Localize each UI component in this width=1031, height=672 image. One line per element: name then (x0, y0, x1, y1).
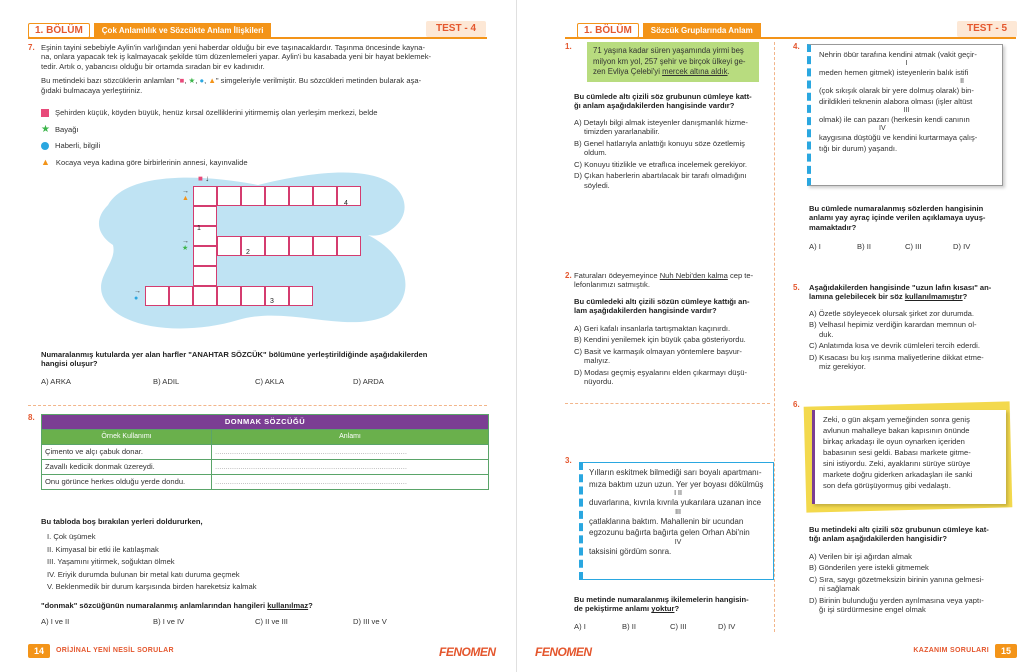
prompt-line: tığı anlam aşağıdakilerden hangisidir? (809, 534, 947, 544)
text-line: son defa görüşüyormuş gibi vedalaştı. (823, 481, 951, 490)
text-line (593, 67, 753, 78)
text-line: tığı bir durum) yaşandı. (819, 144, 898, 153)
brand-logo: FENOMEN (535, 645, 592, 659)
prompt-line: Bu cümledeki altı çizili sözün cümleye kattığı an- (574, 297, 750, 306)
crossword-cell[interactable] (241, 286, 265, 306)
list-item: IV. Eriyik durumda bulunan bir metal katı duruma geçmek (47, 569, 240, 579)
question-number: 6. (793, 400, 800, 409)
q4-options (809, 242, 1009, 253)
text-line: Zeki, o gün akşam yemeğinden sonra geniş (823, 415, 970, 424)
clue-marker (198, 174, 209, 184)
option-c[interactable]: C) III (670, 622, 687, 631)
footer-text: ORİJİNAL YENİ NESİL SORULAR (56, 646, 174, 654)
roman-label: IV (879, 125, 886, 132)
circle-icon: ● (134, 295, 139, 302)
instruction-part: " simgeleriyle verilmiştir. Bu sözcükleri metinden bularak aşa- (215, 76, 422, 86)
text-line: duvarlarına, kıvrıla kıvrıla yukarılara uzanan ince (589, 498, 762, 508)
option-a[interactable]: A) I (809, 242, 821, 251)
option-a[interactable]: A) Geri kafalı insanlarla tartışmaktan kaçınırdı. (574, 324, 731, 333)
crossword-cell[interactable] (265, 186, 289, 206)
option-d[interactable]: D) IV (953, 242, 971, 251)
circle-icon: ● (199, 76, 205, 86)
left-page (0, 0, 515, 672)
table-title: DONMAK SÖZCÜĞÜ (42, 415, 489, 430)
numbered-items (47, 531, 257, 594)
list-item: II. Kimyasal bir etki ile katılaşmak (47, 544, 159, 554)
instruction: Bu metindeki bazı sözcüklerin anlamları "■, ★, ●, ▲" simgeleriyle verilmiştir. Bu sözcükleri metinden bularak aşa- (41, 76, 422, 86)
prompt-part: ? (962, 292, 968, 302)
question-8-prompt (41, 601, 313, 610)
text-part: Faturaları ödeyemeyince (574, 271, 660, 280)
table-row (42, 445, 489, 460)
option-c-cont[interactable]: malıyız. (584, 356, 611, 366)
legend (41, 106, 491, 171)
table-cell: Zavallı kedicik donmak üzereydi. (42, 460, 212, 475)
option-c[interactable]: C) Konuyu titizlikle ve etraflıca incelemek gerekiyor. (574, 159, 748, 169)
crossword-cell[interactable] (193, 266, 217, 286)
crossword-cell[interactable] (289, 236, 313, 256)
section-label: 1. BÖLÜM (28, 23, 90, 38)
blank-cell[interactable]: ........................................................................................... (212, 475, 489, 490)
page-number: 14 (28, 644, 50, 658)
arrow-right-icon: → (134, 288, 141, 295)
option-d[interactable]: D) Birinin bulunduğu yerden ayrılmasına veya yaptı- (809, 595, 984, 605)
text-line: olmak) ile can pazarı (herkesin kendi canının (819, 115, 970, 124)
option-a[interactable]: A) Detaylı bilgi almak isteyenler danışmanlık hizme- (574, 118, 748, 127)
text-part: . (727, 67, 730, 77)
legend-text: Haberli, bilgili (55, 141, 101, 151)
prompt-line: Bu metindeki altı çizili söz grubunun cümleye kat- (809, 525, 989, 534)
option-b[interactable]: B) Kendini yenilemek için büyük çaba gösteriyordu. (574, 335, 746, 345)
q6-passage-box (812, 410, 1006, 504)
text-line: egzozunu bağırta bağırta gelen Orhan Abi'nin (589, 528, 750, 538)
option-c[interactable]: C) Anlatımda kısa ve devrik cümleleri tercih ederdi. (809, 341, 980, 351)
text-line: Eşinin tayini sebebiyle Aylin'in varlığından yeni haberdar olduğu bir eve taşınacaklardır. Taşınma öncesinde kayna- (41, 43, 426, 52)
text-line: sini istiyordu. Zeki, ayaklarını sürüye sürüye (823, 459, 971, 468)
instruction-part: Bu metindeki bazı sözcüklerin anlamları " (41, 76, 180, 86)
option-a[interactable]: A) I (574, 622, 586, 631)
option-d-cont[interactable]: ğı işi sürdürmesine engel olmak (819, 605, 926, 615)
right-header (577, 22, 761, 38)
star-icon: ★ (182, 245, 189, 252)
text-line: babasının sesi geldi. Babası markete gitme- (823, 448, 971, 457)
option-b[interactable]: B) II (622, 622, 636, 631)
question-8-options (41, 617, 491, 628)
option-b-cont[interactable]: oldum. (584, 148, 607, 158)
brand-logo: FENOMEN (439, 645, 496, 659)
question-7-prompt (41, 350, 491, 369)
left-footer (28, 644, 180, 658)
cell-number: 3 (270, 298, 274, 305)
text-part: zen Evliya Çelebi'yi (593, 67, 663, 77)
option-b[interactable]: B) ADIL (153, 377, 180, 386)
text-line: çatlaklarına baktım. Mahallenin bir ucundan (589, 516, 744, 526)
crossword-cell[interactable] (313, 236, 337, 256)
footer-text: KAZANIM SORULARI (913, 646, 989, 654)
legend-item (41, 139, 491, 153)
text-line: na, onlara yapacak tek iş kalmayacak şekilde tüm düzenlemeleri yapar. Aylin'i bu kasabada yeni bir hayat beklemek- (41, 52, 432, 62)
q2-prompt (574, 297, 774, 316)
question-separator (565, 403, 770, 404)
question-number: 3. (565, 456, 572, 465)
list-item: V. Beklenmedik bir durum karşısında birden hareketsiz kalmak (47, 582, 257, 592)
q1-prompt (574, 92, 769, 111)
blank-cell[interactable]: ........................................................................................... (212, 460, 489, 475)
option-d-cont[interactable]: nüyordu. (584, 377, 614, 387)
crossword-cell[interactable] (145, 286, 169, 306)
option-b[interactable]: B) Gönderilen yere istekli gitmemek (809, 563, 929, 573)
star-icon: ★ (188, 76, 196, 86)
crossword-cell[interactable] (193, 286, 217, 306)
option-d[interactable]: D) III ve V (353, 617, 387, 626)
option-a[interactable]: A) Verilen bir işi ağırdan almak (809, 552, 912, 561)
q1-options (574, 118, 769, 192)
text-line: meden hemen gitmek) isteyenlerin balık istifi (819, 68, 969, 77)
text-line: kaygısına düştüğü ve kendini kurtarmaya çalış- (819, 133, 978, 142)
page-number: 15 (995, 644, 1017, 658)
topic-title: Çok Anlamlılık ve Sözcükte Anlam İlişkileri (94, 23, 272, 38)
question-separator (28, 405, 487, 406)
text-line: lefonlarımızı satmıştık. (574, 280, 650, 290)
square-icon: ■ (179, 76, 185, 86)
option-b[interactable]: B) Genel hatlarıyla anlattığı konuyu söze özetlemiş (574, 138, 745, 148)
text-line: birkaç arkadaşı ile oyun oynarken içeriden (823, 437, 965, 446)
crossword-cell[interactable] (265, 236, 289, 256)
arrow-right-icon: → (182, 188, 189, 195)
legend-text: Şehirden küçük, köyden büyük, henüz kırsal özelliklerini yitirmemiş olan yerleşim merkezi, belde (55, 108, 378, 117)
question-number: 4. (793, 42, 800, 51)
crossword-cell[interactable] (217, 186, 241, 206)
question-7-options (41, 377, 491, 388)
legend-item (41, 120, 491, 139)
text-line (574, 271, 774, 280)
option-c-cont[interactable]: ni sağlamak (819, 584, 860, 594)
option-d[interactable]: D) Kısacası bu kış ısınma maliyetlerine dikkat etme- (809, 352, 984, 362)
option-b-cont[interactable]: duk. (819, 329, 834, 339)
right-footer (907, 644, 1017, 658)
crossword-cell[interactable] (217, 286, 241, 306)
question-number: 1. (565, 42, 572, 51)
column-separator (774, 42, 775, 632)
table-row (42, 460, 489, 475)
clue-marker (182, 188, 189, 202)
crossword-cell[interactable] (193, 206, 217, 226)
text-line: mıza baktım uzun uzun. Yer yer boyası dökülmüş (589, 479, 764, 489)
clue-marker (182, 238, 189, 252)
star-icon: ★ (41, 124, 50, 136)
q6-prompt (809, 525, 1014, 544)
question-number: 5. (793, 283, 800, 292)
text-line: Nehrin öbür tarafına kendini atmak (vakit geçir- (819, 50, 977, 59)
legend-text: Kocaya veya kadına göre birbirlerinin annesi, kayınvalide (55, 157, 248, 167)
arrow-down-icon: ↓ (205, 174, 210, 183)
q3-prompt (574, 595, 774, 614)
crossword-cell[interactable] (169, 286, 193, 306)
option-d-cont[interactable]: söyledi. (584, 180, 610, 190)
option-c[interactable]: C) Basit ve karmaşık olmayan yöntemlere başvur- (574, 346, 742, 356)
q5-options (809, 309, 1014, 374)
option-c[interactable]: C) Sıra, saygı gözetmeksizin birinin yanına gelmesi- (809, 574, 984, 584)
roman-label: I II (674, 490, 682, 498)
roman-label: III (675, 508, 681, 516)
arrow-right-icon: → (182, 238, 189, 245)
question-number: 2. (565, 271, 572, 280)
q3-passage-box (579, 462, 774, 580)
donmak-table (41, 414, 489, 490)
triangle-icon: ▲ (41, 156, 50, 167)
text-line: avlunun mahalleye bakan kapısının önünde (823, 426, 970, 435)
legend-text: Bayağı (54, 125, 79, 135)
crossword-cell[interactable] (193, 246, 217, 266)
crossword-cell[interactable] (265, 286, 289, 306)
list-item: I. Çok üşümek (47, 532, 96, 541)
option-a[interactable]: A) I ve II (41, 617, 70, 626)
triangle-icon: ▲ (208, 76, 216, 86)
crossword-cell[interactable] (193, 186, 217, 206)
prompt-line: Bu metinde numaralanmış ikilemelerin hangisin- (574, 595, 749, 604)
text-line: taksisini gördüm sonra. (589, 546, 672, 556)
prompt-part: ? (308, 601, 313, 610)
underlined-phrase: Nuh Nebi'den kalma (659, 271, 728, 280)
clue-marker (134, 288, 141, 302)
q3-options (574, 622, 774, 633)
triangle-icon: ▲ (182, 195, 189, 202)
prompt-emphasis: kullanılmaz (267, 601, 309, 610)
text-line: tedir. Artık o, yabancısı olduğu bir ortamda sıradan bir ev kadınıdır. (41, 61, 265, 71)
table-cell: Onu görünce herkes olduğu yerde dondu. (42, 475, 212, 490)
option-d[interactable]: D) Modası geçmiş eşyalarını elden çıkarmayı düşü- (574, 367, 748, 377)
question-number: 8. (28, 413, 35, 422)
text-line: Yılların eskitmek bilmediği sarı boyalı apartmanı- (589, 468, 762, 477)
roman-label: I (905, 60, 908, 67)
prompt-part: ? (674, 604, 680, 614)
prompt-line (809, 292, 1014, 301)
question-number: 7. (28, 43, 35, 52)
prompt-line: anlamı yay ayraç içinde verilen açıklamaya uyuş- (809, 213, 986, 223)
right-page (516, 0, 1031, 672)
test-label: TEST - 4 (426, 21, 486, 37)
q6-options (809, 552, 1014, 617)
option-d[interactable]: D) ARDA (353, 377, 384, 386)
test-label: TEST - 5 (957, 21, 1017, 37)
crossword-cell[interactable] (241, 186, 265, 206)
q5-prompt (809, 283, 1014, 302)
header-rule (28, 37, 487, 39)
circle-icon (41, 142, 49, 150)
left-header (28, 22, 271, 38)
square-icon (41, 109, 49, 117)
prompt-part: de pekiştirme anlamı (574, 604, 652, 614)
option-b[interactable]: B) II (857, 242, 871, 251)
q4-passage-box (807, 44, 1003, 186)
option-c[interactable]: C) III (905, 242, 922, 251)
crossword-cell[interactable] (337, 236, 361, 256)
prompt-line: Bu cümlede numaralanmış sözlerden hangisinin (809, 204, 984, 213)
crossword-cell[interactable] (337, 186, 361, 206)
column-header: Örnek Kullanımı (42, 430, 212, 445)
prompt-emphasis: kullanılmamıştır (904, 292, 963, 302)
header-rule (565, 37, 1016, 39)
crossword-cell[interactable] (313, 186, 337, 206)
option-b[interactable]: B) I ve IV (153, 617, 185, 626)
prompt-line (574, 604, 774, 613)
option-d-cont[interactable]: miz gerekiyor. (819, 362, 866, 372)
text-line: (çok sıkışık olarak bir yere dolmuş olarak) bin- (819, 86, 974, 95)
crossword-cell[interactable] (241, 236, 265, 256)
question-7-text (41, 43, 491, 95)
crossword-cell[interactable] (289, 286, 313, 306)
text-line: 71 yaşına kadar süren yaşamında yirmi beş (593, 46, 744, 55)
section-label: 1. BÖLÜM (577, 23, 639, 38)
underlined-phrase: mercek altına aldık (662, 67, 728, 77)
column-header: Anlamı (212, 430, 489, 445)
table-row (42, 475, 489, 490)
prompt-line: Aşağıdakilerden hangisinde "uzun lafın kısası" an- (809, 283, 992, 292)
prompt-line: ğı anlam aşağıdakilerden hangisinde vardır? (574, 101, 735, 111)
square-icon: ■ (198, 174, 203, 183)
prompt-emphasis: yoktur (651, 604, 675, 614)
prompt-line: Numaralanmış kutularda yer alan harfler "ANAHTAR SÖZCÜK" bölümüne yerleştirildiğinde aşağıdakilerden (41, 350, 428, 359)
prompt-line: mamaktadır? (809, 222, 857, 232)
list-item: III. Yaşamını yitirmek, soğuktan ölmek (47, 557, 175, 567)
option-d[interactable]: D) Çıkan haberlerin abartılacak bir tarafı olmadığını (574, 171, 747, 181)
topic-title: Sözcük Gruplarında Anlam (643, 23, 761, 38)
instruction-part: ğıdaki bulmacaya yerleştiriniz. (41, 85, 143, 95)
option-a[interactable]: A) ARKA (41, 377, 71, 386)
prompt-line: hangisi oluşur? (41, 359, 98, 369)
q2-text (574, 271, 774, 290)
text-part: cep te- (727, 271, 754, 280)
question-8-instruction: Bu tabloda boş bırakılan yerleri doldururken, (41, 517, 203, 526)
cell-number: 4 (344, 200, 348, 207)
q1-sentence-box (587, 42, 759, 82)
option-d[interactable]: D) IV (718, 622, 736, 631)
prompt-part: lamına gelebilecek bir söz (809, 292, 905, 302)
option-a-cont[interactable]: timizden yararlanabilir. (584, 127, 660, 137)
crossword-cell[interactable] (217, 236, 241, 256)
prompt-line: Bu cümlede altı çizili söz grubunun cümleye katt- (574, 92, 752, 101)
option-c[interactable]: C) II ve III (255, 617, 288, 626)
roman-label: III (903, 107, 910, 114)
legend-item (41, 106, 491, 120)
table-cell: Çimento ve alçı çabuk donar. (42, 445, 212, 460)
crossword-cell[interactable] (289, 186, 313, 206)
roman-label: II (960, 78, 964, 85)
blank-cell[interactable]: ........................................................................................... (212, 445, 489, 460)
option-b[interactable]: B) Velhasıl hepimiz verdiğin karardan memnun ol- (809, 320, 977, 330)
cell-number: 1 (197, 225, 201, 232)
cell-number: 2 (246, 249, 250, 256)
q2-options (574, 324, 774, 389)
option-c[interactable]: C) AKLA (255, 377, 285, 386)
prompt-line: lam aşağıdakilerden hangisinde vardır? (574, 306, 717, 316)
q4-prompt (809, 204, 1014, 232)
prompt-part: "donmak" sözcüğünün numaralanmış anlamlarından hangileri (41, 601, 268, 610)
roman-label: IV (674, 538, 682, 546)
text-line: milyon km yol, 257 şehir ve birçok ülkeyi ge- (593, 56, 746, 66)
text-line: dirildikleri teknenin alabora olması (işler altüst (819, 97, 973, 106)
option-a[interactable]: A) Özetle söyleyecek olursak şirket zor durumda. (809, 309, 975, 318)
text-line: markete doğru giderken arkadaşları ile sanki (823, 470, 973, 479)
